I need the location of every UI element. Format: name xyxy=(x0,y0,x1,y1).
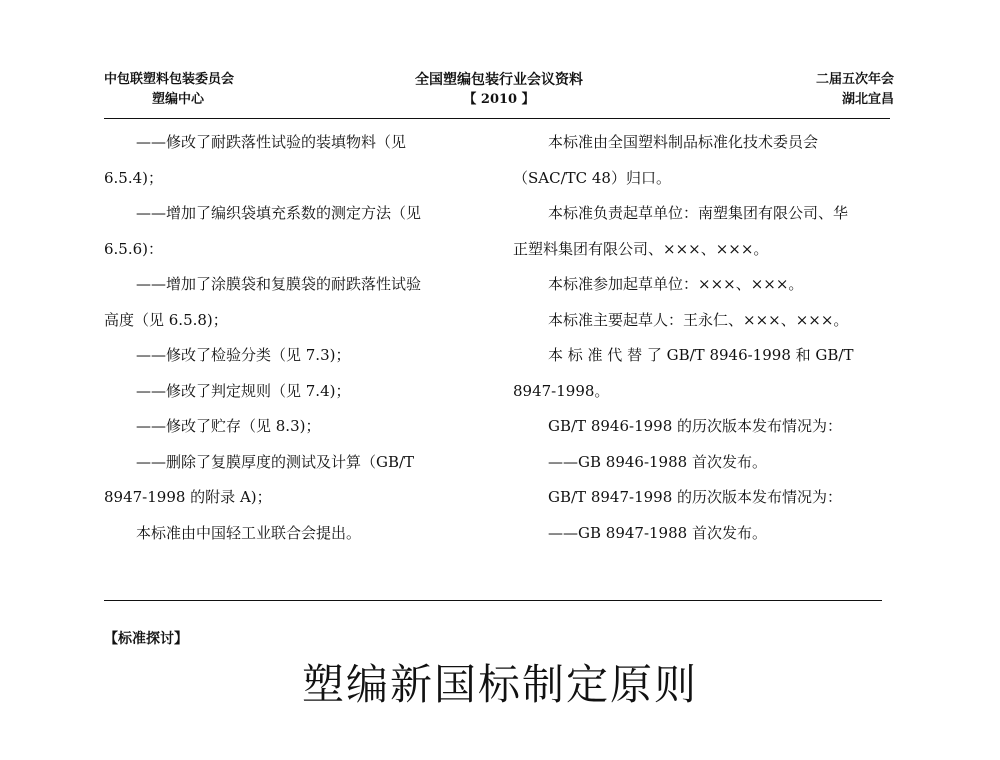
header-org: 中包联塑料包装委员会 xyxy=(104,72,235,87)
text-line: ——修改了耐跌落性试验的装填物料（见 xyxy=(136,133,407,151)
text-line: （SAC/TC 48）归口。 xyxy=(513,168,671,187)
text-line: 6.5.4)； xyxy=(104,168,164,187)
header-rule xyxy=(104,118,890,119)
header-meeting: 二届五次年会 xyxy=(815,72,894,87)
header-publication: 全国塑编包装行业会议资料 xyxy=(415,72,583,88)
section-divider xyxy=(104,600,882,601)
text-line: 8947-1998。 xyxy=(513,381,610,400)
article-title: 塑编新国标制定原则 xyxy=(301,660,698,709)
text-line: ——GB 8947-1988 首次发布。 xyxy=(548,523,767,542)
text-line: 8947-1998 的附录 A)； xyxy=(104,488,272,506)
text-line: ——修改了贮存（见 8.3)； xyxy=(136,417,321,435)
header-left xyxy=(104,70,234,110)
text-line: ——修改了检验分类（见 7.3)； xyxy=(136,346,351,364)
text-line: 6.5.6)： xyxy=(104,239,164,258)
text-line: 高度（见 6.5.8)； xyxy=(104,310,228,329)
text-line: 本 标 准 代 替 了 GB/T 8946-1998 和 GB/T xyxy=(548,346,854,364)
header-right xyxy=(816,70,894,110)
header-year: 【 2010 】 xyxy=(463,92,535,107)
header-center xyxy=(369,70,629,110)
text-line: 本标准参加起草单位：×××、×××。 xyxy=(548,275,804,293)
text-line: GB/T 8946-1998 的历次版本发布情况为： xyxy=(548,417,843,435)
text-line: ——GB 8946-1988 首次发布。 xyxy=(548,452,767,471)
text-line: 本标准由中国轻工业联合会提出。 xyxy=(136,523,362,542)
text-line: ——修改了判定规则（见 7.4)； xyxy=(136,381,351,400)
text-line: 本标准负责起草单位：南塑集团有限公司、华 xyxy=(548,204,849,222)
text-line: ——增加了编织袋填充系数的测定方法（见 xyxy=(136,204,422,222)
text-line: ——增加了涂膜袋和复膜袋的耐跌落性试验 xyxy=(136,275,422,293)
text-line: 本标准由全国塑料制品标准化技术委员会 xyxy=(548,133,819,151)
section-tag: 【标准探讨】 xyxy=(104,631,188,647)
text-line: ——删除了复膜厚度的测试及计算（GB/T xyxy=(136,452,415,471)
header-center-unit: 塑编中心 xyxy=(152,92,205,107)
text-line: 正塑料集团有限公司、×××、×××。 xyxy=(513,239,769,258)
page-header xyxy=(104,70,894,120)
header-location: 湖北宜昌 xyxy=(841,92,894,107)
right-text-column xyxy=(513,125,901,551)
text-line: GB/T 8947-1998 的历次版本发布情况为： xyxy=(548,488,843,506)
left-text-column xyxy=(104,125,490,551)
text-line: 本标准主要起草人：王永仁、×××、×××。 xyxy=(548,310,849,329)
